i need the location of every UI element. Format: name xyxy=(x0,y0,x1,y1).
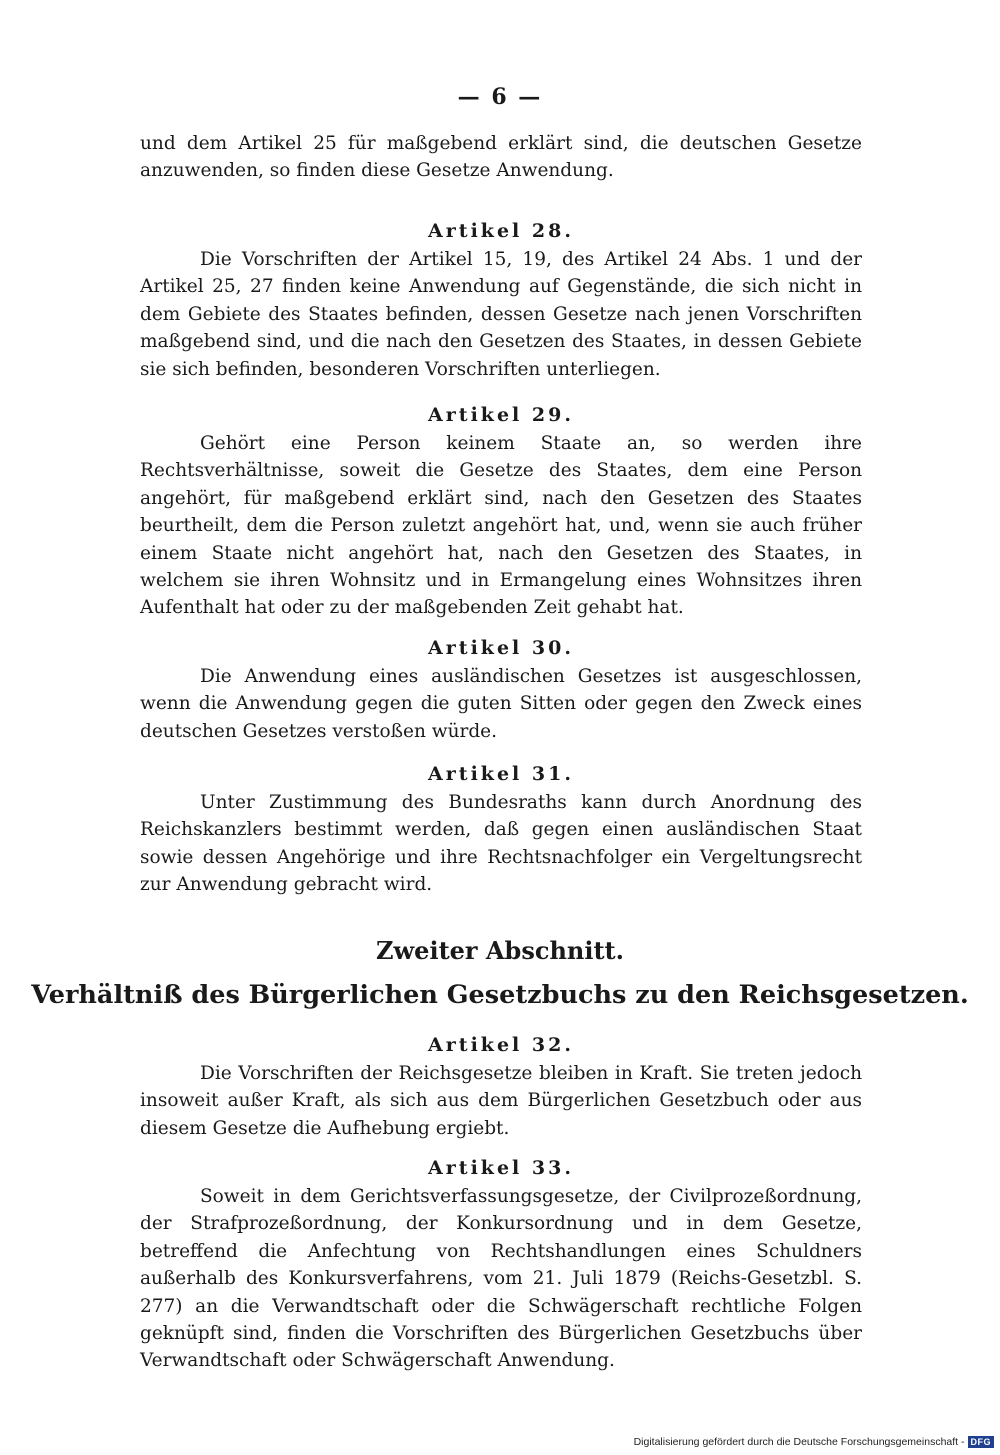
article-33 xyxy=(140,1157,862,1375)
footer-text: Digitalisierung gefördert durch die Deutsche Forschungsgemeinschaft - xyxy=(633,1436,965,1448)
article-heading: Artikel 30. xyxy=(428,637,574,659)
section-title: Zweiter Abschnitt. xyxy=(376,936,624,965)
section-subtitle: Verhältniß des Bürgerlichen Gesetzbuchs zu den Reichsgesetzen. xyxy=(31,980,969,1010)
article-32 xyxy=(140,1034,862,1142)
intro-block xyxy=(140,130,862,185)
article-30 xyxy=(140,637,862,745)
article-paragraph: Unter Zustimmung des Bundesraths kann durch Anordnung des Reichskanzlers bestimmt werden, daß gegen einen ausländischen Staat sowie dessen Angehörige und ihre Rechtsnachfolger ein Vergeltungsrecht zur Anwendung gebracht wird. xyxy=(140,792,862,896)
dfg-logo: DFG xyxy=(968,1436,995,1448)
article-heading: Artikel 33. xyxy=(428,1157,574,1179)
article-paragraph: Soweit in dem Gerichtsverfassungsgesetze, der Civilprozeßordnung, der Strafprozeßordnung, der Konkursordnung und in dem Gesetze, betreffend die Anfechtung von Rechtshandlungen eines Schuldners außerhalb des Konkursverfahrens, vom 21. Juli 1879 (Reichs-Gesetzbl. S. 277) an die Verwandtschaft oder die Schwägerschaft rechtliche Folgen geknüpft sind, finden die Vorschriften des Bürgerlichen Gesetzbuchs über Verwandtschaft oder Schwägerschaft Anwendung. xyxy=(140,1186,862,1372)
article-heading: Artikel 31. xyxy=(428,763,574,785)
article-heading: Artikel 29. xyxy=(428,404,574,426)
article-29 xyxy=(140,404,862,622)
article-paragraph: Die Anwendung eines ausländischen Gesetzes ist ausgeschlossen, wenn die Anwendung gegen die guten Sitten oder gegen den Zweck eines deutschen Gesetzes verstoßen würde. xyxy=(140,666,862,742)
article-paragraph: Die Vorschriften der Artikel 15, 19, des Artikel 24 Abs. 1 und der Artikel 25, 27 finden keine Anwendung auf Gegenstände, die sich nicht in dem Gebiete des Staates befinden, dessen Gesetze nach jenen Vorschriften maßgebend sind, und die nach den Gesetzen des Staates, in dessen Gebiete sie sich befinden, besonderen Vorschriften unterliegen. xyxy=(140,249,862,380)
article-28 xyxy=(140,220,862,383)
article-paragraph: Gehört eine Person keinem Staate an, so werden ihre Rechtsverhältnisse, soweit die Gesetze des Staates, dem eine Person angehört, für maßgebend erklärt sind, nach den Gesetzen des Staates beurtheilt, dem die Person zuletzt angehört hat, und, wenn sie auch früher einem Staate nicht angehört hat, nach den Gesetzen des Staates, in welchem sie ihren Wohnsitz und in Ermangelung eines Wohnsitzes ihren Aufenthalt hat oder zu der maßgebenden Zeit gehabt hat. xyxy=(140,433,862,619)
article-31 xyxy=(140,763,862,899)
intro-paragraph: und dem Artikel 25 für maßgebend erklärt sind, die deutschen Gesetze anzuwenden, so finden diese Gesetze Anwendung. xyxy=(140,133,862,182)
article-paragraph: Die Vorschriften der Reichsgesetze bleiben in Kraft. Sie treten jedoch insoweit außer Kraft, als sich aus dem Bürgerlichen Gesetzbuch oder aus diesem Gesetze die Aufhebung ergiebt. xyxy=(140,1063,862,1139)
page-number: — 6 — xyxy=(457,84,543,110)
digitization-footer xyxy=(634,1436,994,1448)
article-heading: Artikel 32. xyxy=(428,1034,574,1056)
article-heading: Artikel 28. xyxy=(428,220,574,242)
